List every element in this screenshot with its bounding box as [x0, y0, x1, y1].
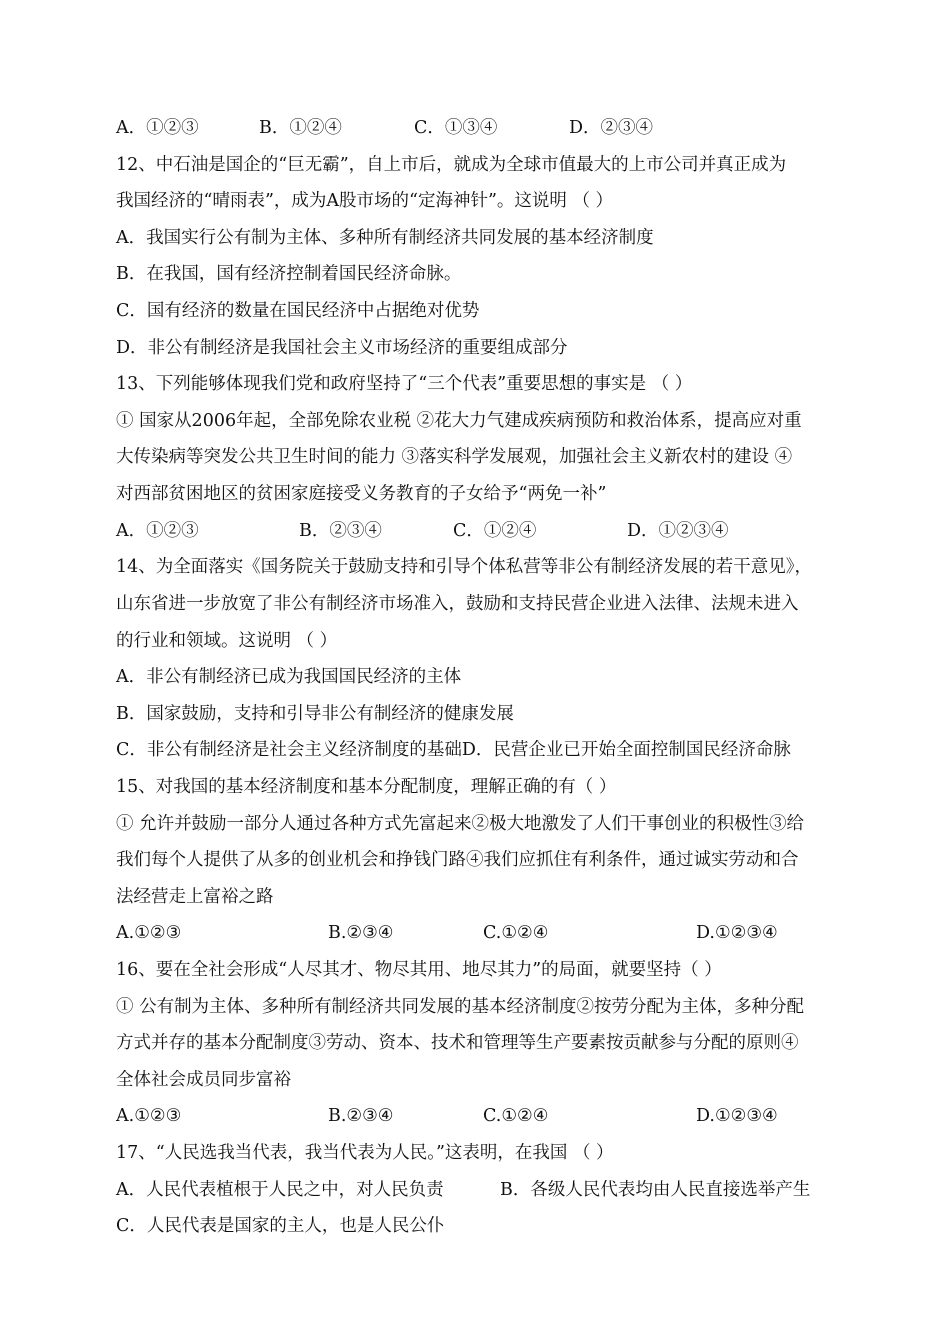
q16-option-a[interactable]: A.①②③ [116, 1106, 182, 1126]
q15-option-d[interactable]: D.①②③④ [696, 923, 778, 943]
q13-stem-line-1: 13、下列能够体现我们党和政府坚持了“三个代表”重要思想的事实是 （ ） [116, 374, 693, 394]
q15-stem-line-2: ① 允许并鼓励一部分人通过各种方式先富起来②极大地激发了人们干事创业的积极性③给 [116, 814, 805, 834]
q13-option-c[interactable]: C．①②④ [453, 521, 537, 541]
q14-stem-line-1: 14、为全面落实《国务院关于鼓励支持和引导个体私营等非公有制经济发展的若干意见》， [116, 557, 813, 577]
q11-option-b[interactable]: B．①②④ [259, 118, 342, 138]
q12-option-b[interactable]: B．在我国，国有经济控制着国民经济命脉。 [116, 264, 462, 284]
q16-option-d[interactable]: D.①②③④ [696, 1106, 778, 1126]
q13-option-a[interactable]: A．①②③ [116, 521, 199, 541]
q13-stem-line-4: 对西部贫困地区的贫困家庭接受义务教育的子女给予“两免一补” [116, 484, 607, 504]
q15-stem-line-3: 我们每个人提供了从多的创业机会和挣钱门路④我们应抓住有利条件，通过诚实劳动和合 [116, 850, 799, 870]
q15-stem-line-1: 15、对我国的基本经济制度和基本分配制度，理解正确的有（ ） [116, 777, 617, 797]
q14-stem-line-3: 的行业和领域。这说明 （ ） [116, 631, 338, 651]
q17-option-a[interactable]: A．人民代表植根于人民之中，对人民负责 [116, 1180, 444, 1200]
q15-option-c[interactable]: C.①②④ [483, 923, 549, 943]
q16-stem-line-3: 方式并存的基本分配制度③劳动、资本、技术和管理等生产要素按贡献参与分配的原则④ [116, 1033, 799, 1053]
q13-option-b[interactable]: B．②③④ [299, 521, 382, 541]
q12-option-a[interactable]: A．我国实行公有制为主体、多种所有制经济共同发展的基本经济制度 [116, 228, 654, 248]
q17-option-c[interactable]: C．人民代表是国家的主人，也是人民公仆 [116, 1216, 445, 1236]
q12-option-c[interactable]: C．国有经济的数量在国民经济中占据绝对优势 [116, 301, 480, 321]
q14-option-b[interactable]: B．国家鼓励，支持和引导非公有制经济的健康发展 [116, 704, 514, 724]
q13-option-d[interactable]: D．①②③④ [627, 521, 729, 541]
q16-option-b[interactable]: B.②③④ [328, 1106, 394, 1126]
q15-stem-line-4: 法经营走上富裕之路 [116, 887, 274, 907]
q12-stem-line-2: 我国经济的“晴雨表”，成为A股市场的“定海神针”。这说明 （ ） [116, 191, 614, 211]
q15-option-b[interactable]: B.②③④ [328, 923, 394, 943]
q13-stem-line-3: 大传染病等突发公共卫生时间的能力 ③落实科学发展观，加强社会主义新农村的建设 ④ [116, 447, 793, 467]
q14-stem-line-2: 山东省进一步放宽了非公有制经济市场准入，鼓励和支持民营企业进入法律、法规未进入 [116, 594, 799, 614]
q16-option-c[interactable]: C.①②④ [483, 1106, 549, 1126]
q16-stem-line-2: ① 公有制为主体、多种所有制经济共同发展的基本经济制度②按劳分配为主体，多种分配 [116, 997, 805, 1017]
q11-option-d[interactable]: D．②③④ [569, 118, 654, 138]
q13-stem-line-2: ① 国家从2006年起，全部免除农业税 ②花大力气建成疾病预防和救治体系，提高应对重 [116, 411, 802, 431]
q17-stem-line-1: 17、“人民选我当代表，我当代表为人民。”这表明，在我国 （ ） [116, 1143, 614, 1163]
q17-option-b[interactable]: B．各级人民代表均由人民直接选举产生 [500, 1180, 811, 1200]
q15-option-a[interactable]: A.①②③ [116, 923, 182, 943]
q11-option-a[interactable]: A．①②③ [116, 118, 199, 138]
q12-stem-line-1: 12、中石油是国企的“巨无霸”，自上市后，就成为全球市值最大的上市公司并真正成为 [116, 155, 787, 175]
q14-option-a[interactable]: A．非公有制经济已成为我国国民经济的主体 [116, 667, 462, 687]
q16-stem-line-1: 16、要在全社会形成“人尽其才、物尽其用、地尽其力”的局面，就要坚持（ ） [116, 960, 722, 980]
q11-option-c[interactable]: C．①③④ [414, 118, 498, 138]
q14-option-c-d[interactable]: C．非公有制经济是社会主义经济制度的基础D．民营企业已开始全面控制国民经济命脉 [116, 740, 791, 760]
q12-option-d[interactable]: D．非公有制经济是我国社会主义市场经济的重要组成部分 [116, 338, 568, 358]
q16-stem-line-4: 全体社会成员同步富裕 [116, 1070, 291, 1090]
